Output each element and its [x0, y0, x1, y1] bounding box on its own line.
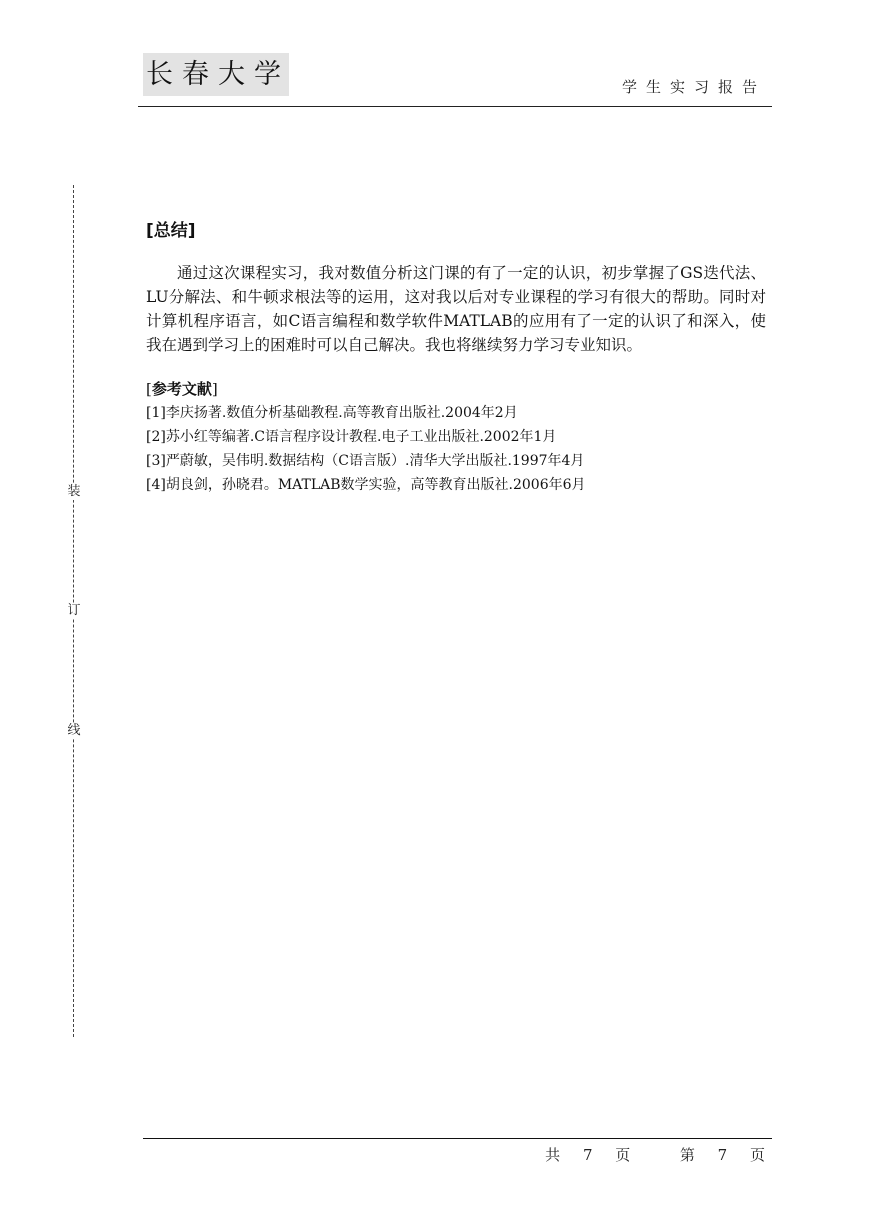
page-number — [545, 1144, 765, 1165]
current-page: 7 — [717, 1146, 728, 1164]
reference-item: [2]苏小红等编著.C语言程序设计教程.电子工业出版社.2002年1月 — [146, 429, 557, 445]
references-heading — [146, 377, 766, 401]
reference-item: [4]胡良剑，孙晓君。MATLAB数学实验，高等教育出版社.2006年6月 — [146, 477, 586, 493]
total-label: 共 — [545, 1146, 561, 1164]
header-divider — [138, 106, 772, 107]
footer-divider — [143, 1138, 772, 1139]
page-unit-total: 页 — [615, 1146, 631, 1164]
summary-heading: [总结] — [146, 221, 196, 241]
page-content — [146, 216, 766, 497]
current-label: 第 — [679, 1146, 695, 1164]
total-pages: 7 — [582, 1146, 593, 1164]
binding-char-ding: 订 — [64, 603, 84, 619]
reference-item: [3]严蔚敏，吴伟明.数据结构（C语言版）.清华大学出版社.1997年4月 — [146, 453, 585, 469]
references-close-bracket: ] — [211, 380, 218, 398]
document-type: 学生实习报告 — [621, 78, 766, 96]
university-logo: 长春大学 — [143, 53, 289, 96]
reference-list — [146, 401, 766, 497]
reference-item: [1]李庆扬著.数值分析基础教程.高等教育出版社.2004年2月 — [146, 405, 518, 421]
summary-paragraph: 通过这次课程实习，我对数值分析这门课的有了一定的认识，初步掌握了GS迭代法、LU分解法、和牛顿求根法等的运用，这对我以后对专业课程的学习有很大的帮助。同时对计算机程序语言，如C语言编程和数学软件MATLAB的应用有了一定的认识了和深入，使我在遇到学习上的困难时可以自己解决。我也将继续努力学习专业知识。 — [146, 264, 766, 354]
binding-char-xian: 线 — [64, 723, 84, 739]
binding-char-zhuang: 装 — [64, 484, 84, 500]
page-unit-current: 页 — [749, 1146, 765, 1164]
references-open-bracket: [ — [146, 380, 152, 398]
references-title: 参考文献 — [151, 380, 212, 398]
